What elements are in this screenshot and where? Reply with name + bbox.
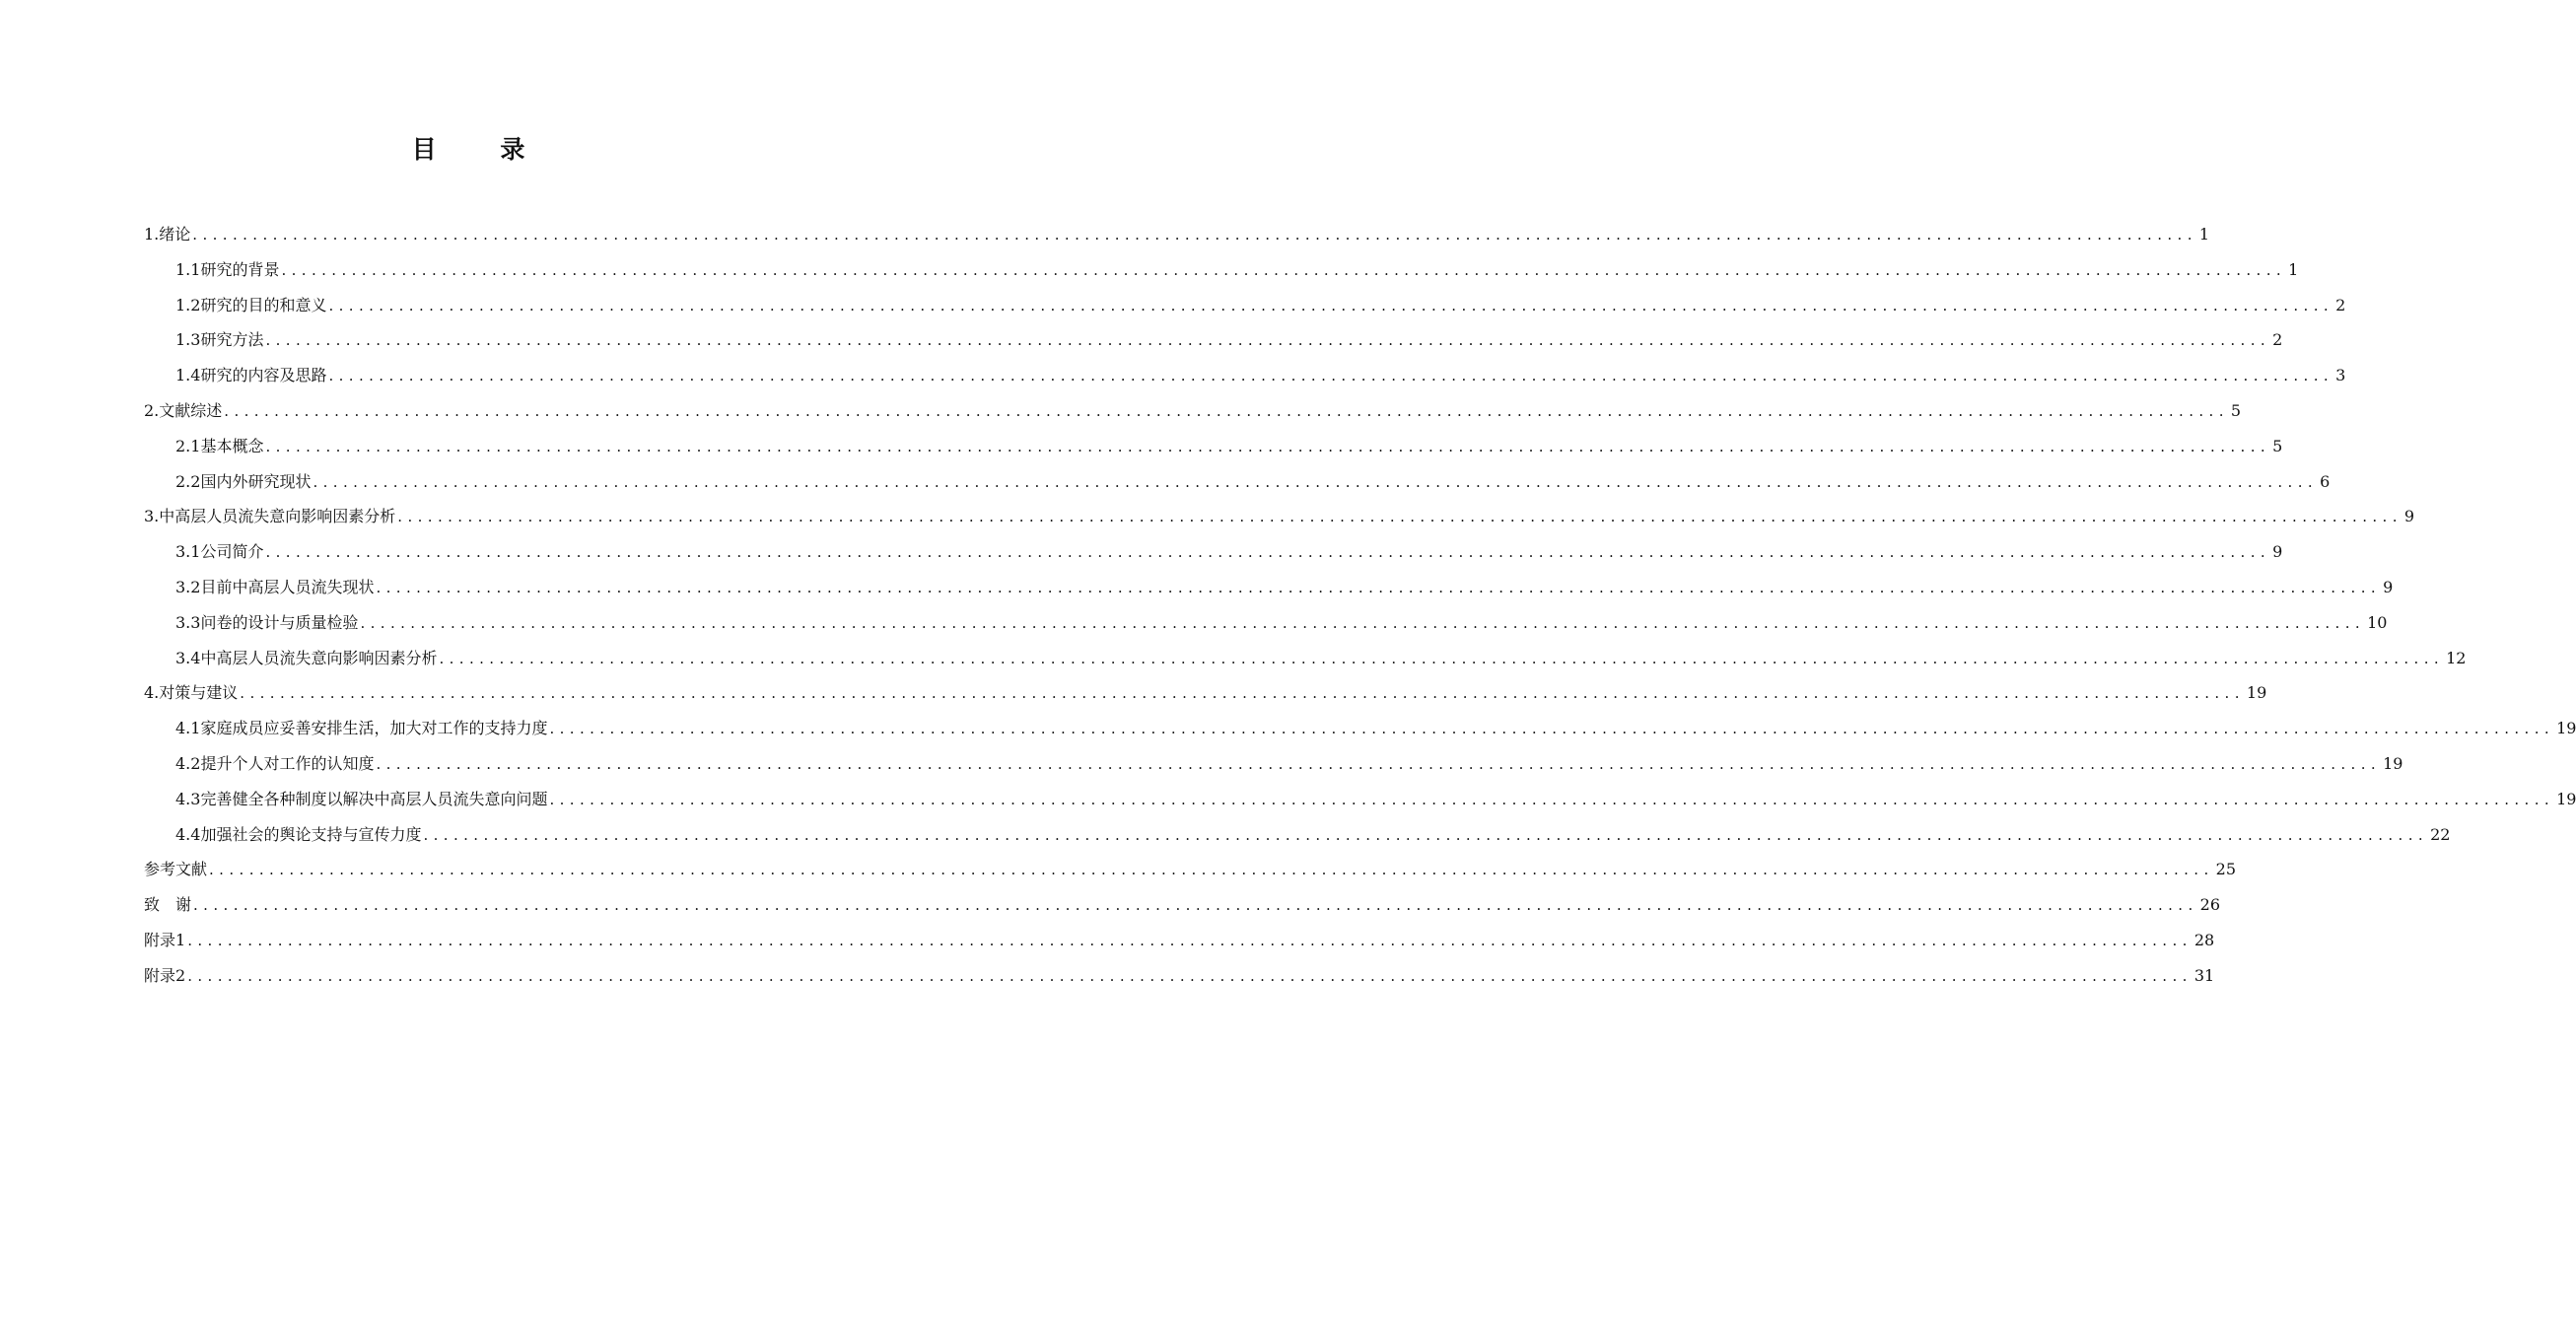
toc-entry-page-number: 28 — [2193, 930, 2215, 949]
toc-entry[interactable] — [144, 887, 2220, 923]
toc-leader-dots: ........................................................................................................................................................................................................ — [240, 684, 2245, 703]
toc-entry-page-number: 2 — [2272, 330, 2283, 350]
toc-leader-dots: ........................................................................................................................................................................................................ — [549, 720, 2555, 738]
toc-entry-label: 附录1 — [144, 930, 186, 949]
toc-entry-page-number: 1 — [2288, 259, 2299, 279]
toc-entry[interactable] — [144, 711, 2576, 746]
toc-entry[interactable] — [144, 393, 2242, 429]
toc-entry-page-number: 26 — [2199, 895, 2220, 915]
toc-leader-dots: ........................................................................................................................................................................................................ — [397, 508, 2402, 526]
toc-entry-label: 1.4研究的内容及思路 — [175, 366, 327, 385]
toc-leader-dots: ........................................................................................................................................................................................................ — [376, 754, 2382, 773]
toc-entry-label: 致 谢 — [144, 895, 192, 915]
toc-entry-page-number: 9 — [2383, 577, 2394, 596]
toc-entry-label: 3.3问卷的设计与质量检验 — [175, 612, 359, 632]
toc-entry-page-number: 1 — [2198, 225, 2210, 244]
toc-entry-label: 附录2 — [144, 965, 186, 985]
toc-entry-label: 3.4中高层人员流失意向影响因素分析 — [175, 648, 438, 667]
toc-entry-label: 1.1研究的背景 — [175, 259, 280, 279]
toc-entry[interactable] — [144, 958, 2215, 994]
toc-entry[interactable] — [144, 782, 2576, 817]
toc-entry[interactable] — [144, 464, 2331, 500]
toc-entry[interactable] — [144, 534, 2283, 570]
toc-entry-label: 1.绪论 — [144, 225, 191, 244]
toc-entry-label: 1.2研究的目的和意义 — [175, 295, 327, 314]
toc-entry[interactable] — [144, 288, 2346, 323]
toc-leader-dots: ........................................................................................................................................................................................................ — [360, 613, 2366, 632]
toc-entry[interactable] — [144, 923, 2215, 958]
toc-entry[interactable] — [144, 252, 2299, 288]
toc-entry-page-number: 12 — [2446, 648, 2467, 667]
toc-leader-dots: ........................................................................................................................................................................................................ — [187, 931, 2193, 949]
toc-entry-page-number: 25 — [2215, 860, 2236, 879]
toc-leader-dots: ........................................................................................................................................................................................................ — [265, 437, 2271, 455]
toc-entry-page-number: 22 — [2430, 824, 2451, 844]
toc-leader-dots: ........................................................................................................................................................................................................ — [549, 790, 2555, 808]
toc-leader-dots: ........................................................................................................................................................................................................ — [192, 226, 2197, 244]
toc-leader-dots: ........................................................................................................................................................................................................ — [281, 260, 2287, 279]
toc-entry-page-number: 9 — [2403, 507, 2415, 526]
toc-leader-dots: ........................................................................................................................................................................................................ — [265, 331, 2271, 350]
toc-leader-dots: ........................................................................................................................................................................................................ — [209, 861, 2214, 879]
toc-entry-label: 4.1家庭成员应妥善安排生活，加大对工作的支持力度 — [175, 719, 548, 738]
toc-entry-page-number: 5 — [2230, 400, 2242, 420]
toc-entry[interactable] — [144, 570, 2394, 605]
toc-entry[interactable] — [144, 852, 2236, 887]
toc-entry[interactable] — [144, 358, 2346, 393]
toc-entry-label: 参考文献 — [144, 860, 208, 879]
toc-leader-dots: ........................................................................................................................................................................................................ — [423, 825, 2429, 844]
toc-leader-dots: ........................................................................................................................................................................................................ — [439, 649, 2445, 667]
toc-entry-label: 4.3完善健全各种制度以解决中高层人员流失意向问题 — [175, 789, 548, 808]
toc-entry-page-number: 3 — [2335, 366, 2346, 385]
toc-entry[interactable] — [144, 322, 2283, 358]
toc-entry-label: 4.4加强社会的舆论支持与宣传力度 — [175, 824, 422, 844]
toc-leader-dots: ........................................................................................................................................................................................................ — [224, 401, 2229, 420]
toc-entry-label: 3.1公司简介 — [175, 542, 264, 562]
toc-entry-label: 4.对策与建议 — [144, 683, 239, 703]
toc-entry-page-number: 2 — [2335, 295, 2346, 314]
toc-entry-label: 2.1基本概念 — [175, 436, 264, 455]
toc-entry-page-number: 19 — [2556, 719, 2576, 738]
toc-entry-page-number: 19 — [2556, 789, 2576, 808]
toc-entry-label: 3.中高层人员流失意向影响因素分析 — [144, 507, 396, 526]
toc-title: 目 录 — [411, 135, 553, 164]
toc-entry[interactable] — [144, 605, 2388, 641]
toc-leader-dots: ........................................................................................................................................................................................................ — [193, 896, 2198, 915]
toc-entry-label: 1.3研究方法 — [175, 330, 264, 350]
toc-entry-page-number: 19 — [2246, 683, 2267, 703]
toc-entry[interactable] — [144, 217, 2210, 252]
toc-entry[interactable] — [144, 675, 2267, 711]
toc-entry[interactable] — [144, 817, 2451, 853]
toc-entry-page-number: 19 — [2383, 753, 2403, 773]
toc-entry-page-number: 6 — [2320, 471, 2331, 491]
toc-entry-page-number: 10 — [2367, 612, 2388, 632]
toc-entry-label: 2.2国内外研究现状 — [175, 471, 312, 491]
toc-entry-page-number: 31 — [2193, 965, 2215, 985]
toc-leader-dots: ........................................................................................................................................................................................................ — [376, 578, 2382, 596]
toc-entry[interactable] — [144, 429, 2283, 464]
toc-leader-dots: ........................................................................................................................................................................................................ — [328, 367, 2334, 385]
toc-entry-label: 2.文献综述 — [144, 400, 223, 420]
toc-entry-page-number: 5 — [2272, 436, 2283, 455]
toc-leader-dots: ........................................................................................................................................................................................................ — [328, 296, 2334, 314]
toc-entry[interactable] — [144, 746, 2403, 782]
toc-entry[interactable] — [144, 499, 2415, 534]
table-of-contents — [144, 217, 2576, 994]
toc-leader-dots: ........................................................................................................................................................................................................ — [187, 966, 2193, 985]
toc-entry-label: 3.2目前中高层人员流失现状 — [175, 577, 375, 596]
toc-leader-dots: ........................................................................................................................................................................................................ — [265, 543, 2271, 562]
toc-entry[interactable] — [144, 641, 2467, 676]
toc-entry-page-number: 9 — [2272, 542, 2283, 562]
toc-entry-label: 4.2提升个人对工作的认知度 — [175, 753, 375, 773]
toc-leader-dots: ........................................................................................................................................................................................................ — [313, 472, 2319, 491]
